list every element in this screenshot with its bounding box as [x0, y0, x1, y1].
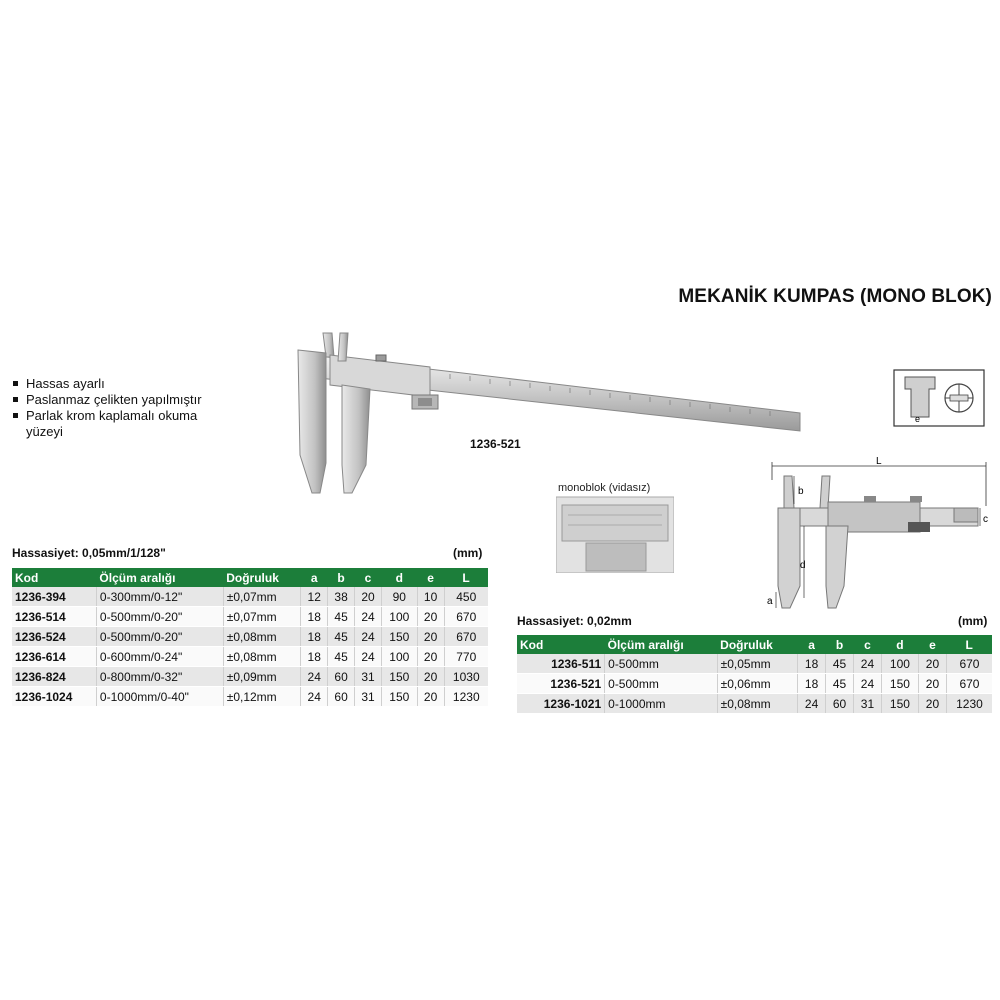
cell-accuracy: ±0,08mm — [223, 627, 301, 647]
cell-L: 670 — [444, 627, 488, 647]
cell-c: 20 — [355, 587, 382, 607]
cell-kod: 1236-394 — [12, 587, 96, 607]
cross-section-diagram — [893, 369, 985, 427]
cell-c: 24 — [853, 654, 881, 674]
feature-item: Parlak krom kaplamalı okuma yüzeyi — [12, 408, 206, 440]
cell-range: 0-800mm/0-32" — [96, 667, 223, 687]
feature-list — [12, 376, 206, 440]
cell-accuracy: ±0,09mm — [223, 667, 301, 687]
cell-L: 770 — [444, 647, 488, 667]
table-row — [12, 627, 488, 647]
label-a: a — [767, 596, 773, 607]
col-e: e — [417, 568, 444, 587]
cell-kod: 1236-524 — [12, 627, 96, 647]
cell-a: 18 — [301, 607, 328, 627]
cell-b: 45 — [826, 654, 854, 674]
right-precision-label: Hassasiyet: 0,02mm — [517, 614, 632, 628]
col-L: L — [444, 568, 488, 587]
cell-accuracy: ±0,08mm — [223, 647, 301, 667]
label-L: L — [876, 456, 882, 467]
cell-d: 100 — [381, 607, 417, 627]
cell-e: 20 — [918, 694, 946, 714]
bullet-icon — [13, 397, 18, 402]
col-kod: Kod — [517, 635, 605, 654]
dimension-diagram — [764, 456, 996, 612]
col-kod: Kod — [12, 568, 96, 587]
cell-c: 31 — [853, 694, 881, 714]
cell-b: 45 — [328, 647, 355, 667]
cell-a: 12 — [301, 587, 328, 607]
cell-e: 20 — [417, 667, 444, 687]
cell-d: 150 — [381, 687, 417, 707]
left-precision-label: Hassasiyet: 0,05mm/1/128" — [12, 546, 166, 560]
right-unit-label: (mm) — [958, 614, 988, 628]
cell-a: 24 — [301, 687, 328, 707]
cell-accuracy: ±0,12mm — [223, 687, 301, 707]
col-accuracy: Doğruluk — [223, 568, 301, 587]
col-d: d — [381, 568, 417, 587]
cell-kod: 1236-521 — [517, 674, 605, 694]
cell-range: 0-500mm/0-20" — [96, 627, 223, 647]
cell-a: 24 — [798, 694, 826, 714]
table-row — [12, 687, 488, 707]
cell-e: 20 — [918, 674, 946, 694]
product-model-label: 1236-521 — [470, 437, 521, 451]
cell-accuracy: ±0,07mm — [223, 607, 301, 627]
cell-d: 100 — [881, 654, 918, 674]
table-row — [517, 654, 992, 674]
cell-range: 0-1000mm/0-40" — [96, 687, 223, 707]
table-row — [12, 667, 488, 687]
col-e: e — [918, 635, 946, 654]
cell-L: 450 — [444, 587, 488, 607]
table-row — [517, 674, 992, 694]
cell-kod: 1236-1021 — [517, 694, 605, 714]
col-c: c — [853, 635, 881, 654]
cell-kod: 1236-824 — [12, 667, 96, 687]
col-d: d — [881, 635, 918, 654]
col-a: a — [798, 635, 826, 654]
cell-range: 0-600mm/0-24" — [96, 647, 223, 667]
cell-b: 60 — [328, 687, 355, 707]
cell-accuracy: ±0,05mm — [717, 654, 797, 674]
caliper-illustration — [290, 325, 810, 495]
cell-L: 670 — [444, 607, 488, 627]
label-e: e — [915, 414, 921, 424]
col-range: Ölçüm aralığı — [605, 635, 718, 654]
feature-item: Hassas ayarlı — [12, 376, 206, 392]
cell-c: 24 — [355, 647, 382, 667]
cell-c: 31 — [355, 687, 382, 707]
col-c: c — [355, 568, 382, 587]
table-row — [12, 587, 488, 607]
cell-a: 18 — [798, 654, 826, 674]
label-b: b — [798, 486, 804, 497]
cell-range: 0-500mm/0-20" — [96, 607, 223, 627]
cell-L: 670 — [946, 654, 992, 674]
col-range: Ölçüm aralığı — [96, 568, 223, 587]
cell-d: 150 — [381, 627, 417, 647]
label-d: d — [800, 560, 806, 571]
cell-a: 18 — [798, 674, 826, 694]
cell-d: 150 — [881, 694, 918, 714]
cell-e: 20 — [417, 627, 444, 647]
cell-L: 1230 — [946, 694, 992, 714]
col-a: a — [301, 568, 328, 587]
cell-kod: 1236-1024 — [12, 687, 96, 707]
label-c: c — [983, 514, 988, 525]
cell-b: 45 — [328, 607, 355, 627]
cell-b: 45 — [826, 674, 854, 694]
col-b: b — [328, 568, 355, 587]
cell-range: 0-1000mm — [605, 694, 718, 714]
col-accuracy: Doğruluk — [717, 635, 797, 654]
table-header-row — [517, 635, 992, 654]
cell-c: 24 — [355, 607, 382, 627]
cell-kod: 1236-511 — [517, 654, 605, 674]
cell-a: 24 — [301, 667, 328, 687]
cell-b: 60 — [826, 694, 854, 714]
monoblok-image — [556, 481, 674, 573]
cell-e: 20 — [417, 607, 444, 627]
cell-b: 45 — [328, 627, 355, 647]
bullet-icon — [13, 413, 18, 418]
bullet-icon — [13, 381, 18, 386]
feature-item: Paslanmaz çelikten yapılmıştır — [12, 392, 206, 408]
cell-d: 100 — [381, 647, 417, 667]
page-title: MEKANİK KUMPAS (MONO BLOK) — [678, 286, 992, 307]
cell-d: 90 — [381, 587, 417, 607]
spec-table-right — [517, 635, 992, 714]
table-header-row — [12, 568, 488, 587]
cell-L: 670 — [946, 674, 992, 694]
monoblok-inset — [556, 481, 674, 573]
cell-L: 1030 — [444, 667, 488, 687]
spec-table-left — [12, 568, 488, 707]
cell-e: 20 — [417, 647, 444, 667]
cell-c: 31 — [355, 667, 382, 687]
cell-range: 0-300mm/0-12" — [96, 587, 223, 607]
cell-e: 20 — [417, 687, 444, 707]
cell-accuracy: ±0,07mm — [223, 587, 301, 607]
cell-b: 60 — [328, 667, 355, 687]
cell-e: 10 — [417, 587, 444, 607]
cell-a: 18 — [301, 627, 328, 647]
cell-d: 150 — [381, 667, 417, 687]
cell-b: 38 — [328, 587, 355, 607]
cell-range: 0-500mm — [605, 654, 718, 674]
cell-a: 18 — [301, 647, 328, 667]
cell-range: 0-500mm — [605, 674, 718, 694]
table-row — [12, 607, 488, 627]
cell-L: 1230 — [444, 687, 488, 707]
cell-kod: 1236-614 — [12, 647, 96, 667]
left-unit-label: (mm) — [453, 546, 483, 560]
col-b: b — [826, 635, 854, 654]
col-L: L — [946, 635, 992, 654]
cell-kod: 1236-514 — [12, 607, 96, 627]
table-row — [517, 694, 992, 714]
cell-accuracy: ±0,06mm — [717, 674, 797, 694]
monoblok-caption: monoblok (vidasız) — [558, 482, 651, 494]
cell-c: 24 — [853, 674, 881, 694]
cell-d: 150 — [881, 674, 918, 694]
cell-e: 20 — [918, 654, 946, 674]
table-row — [12, 647, 488, 667]
cell-accuracy: ±0,08mm — [717, 694, 797, 714]
cell-c: 24 — [355, 627, 382, 647]
